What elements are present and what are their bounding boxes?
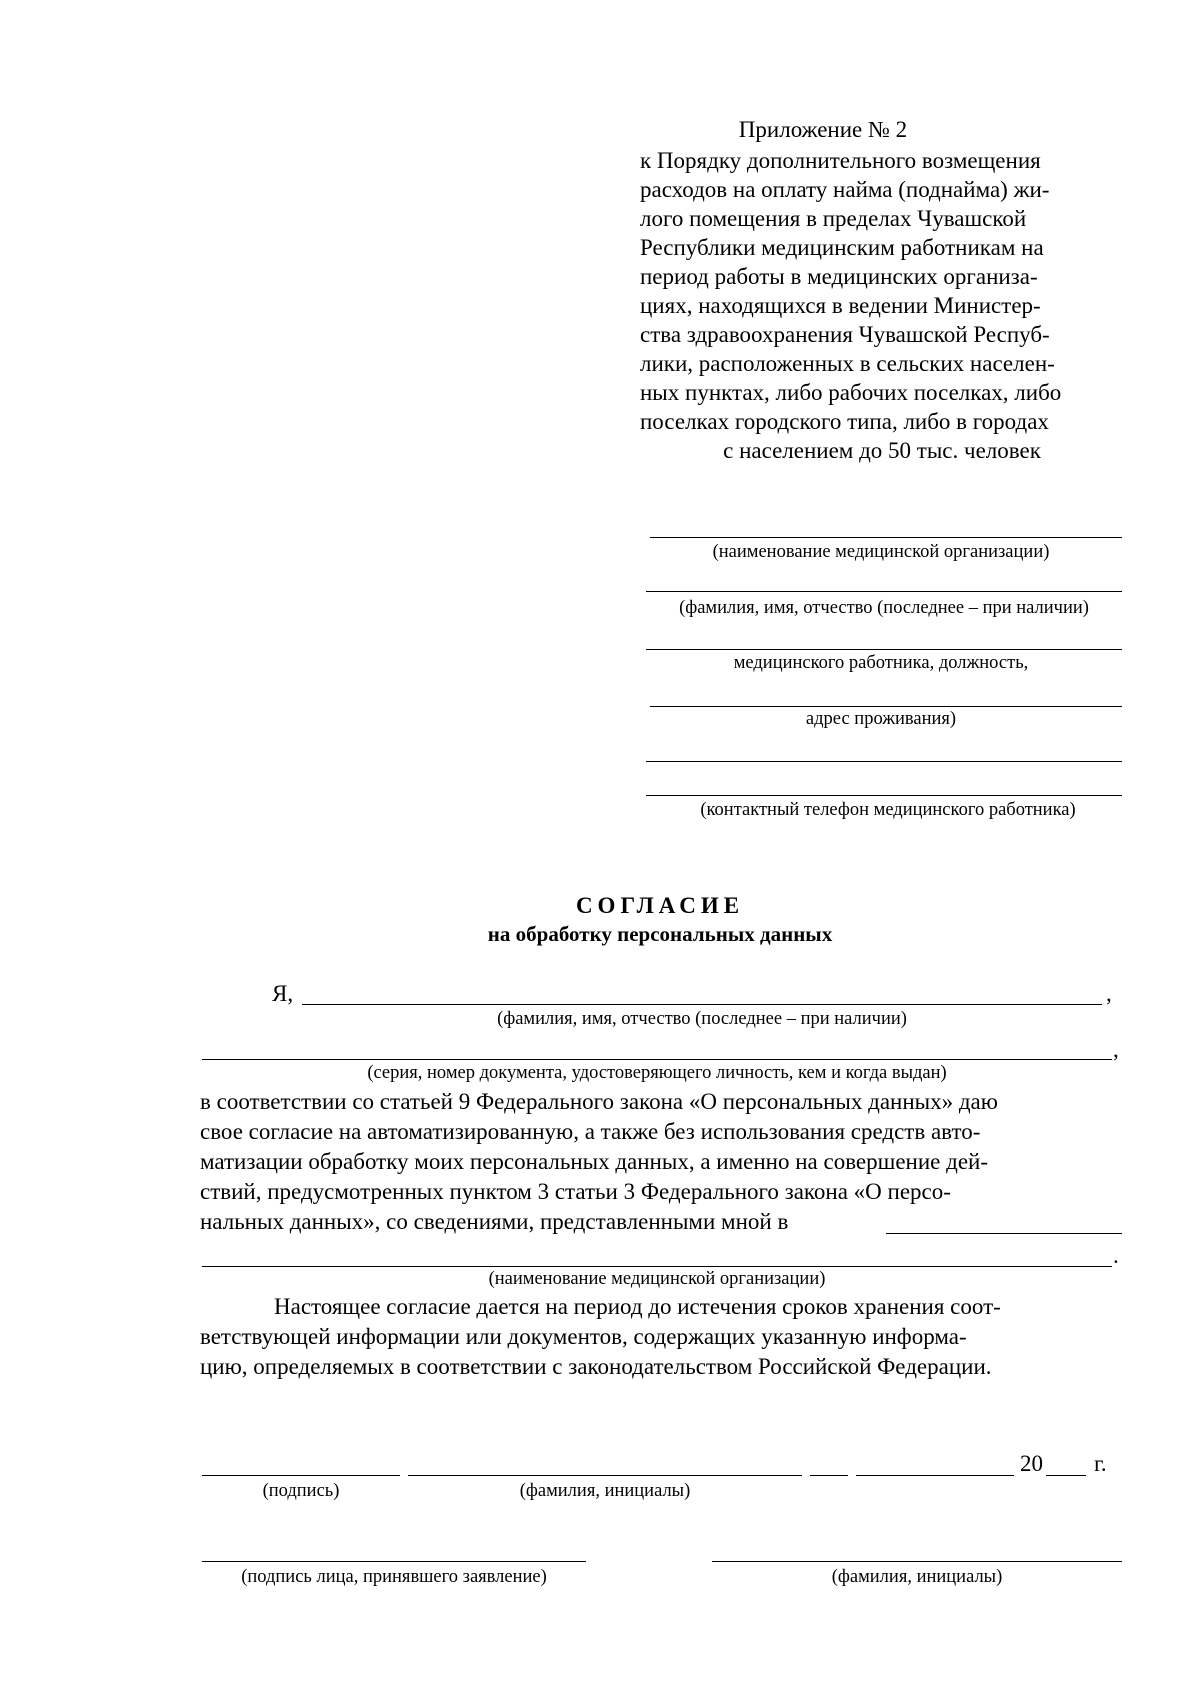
fio-caption: (фамилия, имя, отчество (последнее – при наличии) (679, 598, 1089, 618)
fio-field[interactable] (646, 591, 1122, 592)
consent-org-field[interactable] (886, 1233, 1122, 1234)
body-line: свое согласие на автоматизированную, а также без использования средств авто- (200, 1119, 981, 1144)
day-field[interactable] (810, 1475, 848, 1476)
receiver-signature-field[interactable] (202, 1561, 586, 1562)
signature-field[interactable] (202, 1475, 400, 1476)
receiver-initials-field[interactable] (712, 1561, 1122, 1562)
para2-line: ветствующей информации или документов, содержащих указанную информа- (200, 1324, 967, 1349)
comma: , (1106, 981, 1112, 1006)
body-line: в соответствии со статьей 9 Федерального закона «О персональных данных» даю (200, 1089, 998, 1114)
appendix-line: ства здравоохранения Чувашской Респуб- (640, 322, 1050, 347)
appendix-line: циях, находящихся в ведении Министер- (640, 293, 1041, 318)
consent-title: СОГЛАСИЕ (575, 893, 745, 918)
address-field[interactable] (650, 706, 1122, 707)
address-caption: адрес проживания) (805, 709, 957, 729)
comma: , (1113, 1037, 1119, 1062)
consent-doc-field[interactable] (202, 1059, 1112, 1060)
consent-subtitle: на обработку персональных данных (487, 922, 833, 946)
appendix-title: Приложение № 2 (738, 117, 908, 142)
receiver-initials-caption: (фамилия, инициалы) (831, 1567, 1003, 1587)
receiver-signature-caption: (подпись лица, принявшего заявление) (241, 1567, 547, 1587)
appendix-line: лики, расположенных в сельских населен- (640, 351, 1055, 376)
month-field[interactable] (856, 1475, 1014, 1476)
body-line: ствий, предусмотренных пунктом 3 статьи 3 Федерального закона «О персо- (200, 1179, 951, 1204)
year-field[interactable] (1046, 1475, 1086, 1476)
consent-org-caption: (наименование медицинской организации) (488, 1269, 826, 1289)
phone-field[interactable] (646, 795, 1122, 796)
position-caption: медицинского работника, должность, (733, 653, 1029, 673)
consent-fio-caption: (фамилия, имя, отчество (последнее – при наличии) (497, 1009, 907, 1029)
appendix-line: период работы в медицинских организа- (640, 264, 1038, 289)
position-field[interactable] (646, 649, 1122, 650)
para2-line: Настоящее согласие дается на период до истечения сроков хранения соот- (274, 1294, 1001, 1319)
appendix-line: расходов на оплату найма (поднайма) жи- (640, 177, 1050, 202)
year-prefix: 20 (1020, 1451, 1043, 1476)
ya-label: Я, (272, 981, 294, 1006)
initials-field[interactable] (408, 1475, 802, 1476)
appendix-line: лого помещения в пределах Чувашской (640, 206, 1027, 231)
appendix-line: к Порядку дополнительного возмещения (640, 148, 1041, 173)
period: . (1113, 1243, 1119, 1268)
org-name-field[interactable] (650, 537, 1122, 538)
appendix-last-line: с населением до 50 тыс. человек (723, 438, 1041, 463)
address-field-extra[interactable] (646, 761, 1122, 762)
para2-line: цию, определяемых в соответствии с законодательством Российской Федерации. (200, 1354, 992, 1379)
consent-org-field-extra[interactable] (202, 1266, 1112, 1267)
body-line-last: нальных данных», со сведениями, представленными мной в (200, 1209, 789, 1234)
consent-fio-field[interactable] (302, 1004, 1102, 1005)
appendix-line: поселках городского типа, либо в городах (640, 409, 1049, 434)
signature-caption: (подпись) (262, 1481, 340, 1501)
consent-doc-caption: (серия, номер документа, удостоверяющего личность, кем и когда выдан) (367, 1063, 947, 1083)
year-suffix: г. (1094, 1451, 1107, 1476)
appendix-line: ных пунктах, либо рабочих поселках, либо (640, 380, 1062, 405)
initials-caption: (фамилия, инициалы) (519, 1481, 691, 1501)
body-line: матизации обработку моих персональных данных, а именно на совершение дей- (200, 1149, 988, 1174)
org-name-caption: (наименование медицинской организации) (712, 542, 1050, 562)
phone-caption: (контактный телефон медицинского работника) (700, 800, 1076, 820)
appendix-line: Республики медицинским работникам на (640, 235, 1044, 260)
